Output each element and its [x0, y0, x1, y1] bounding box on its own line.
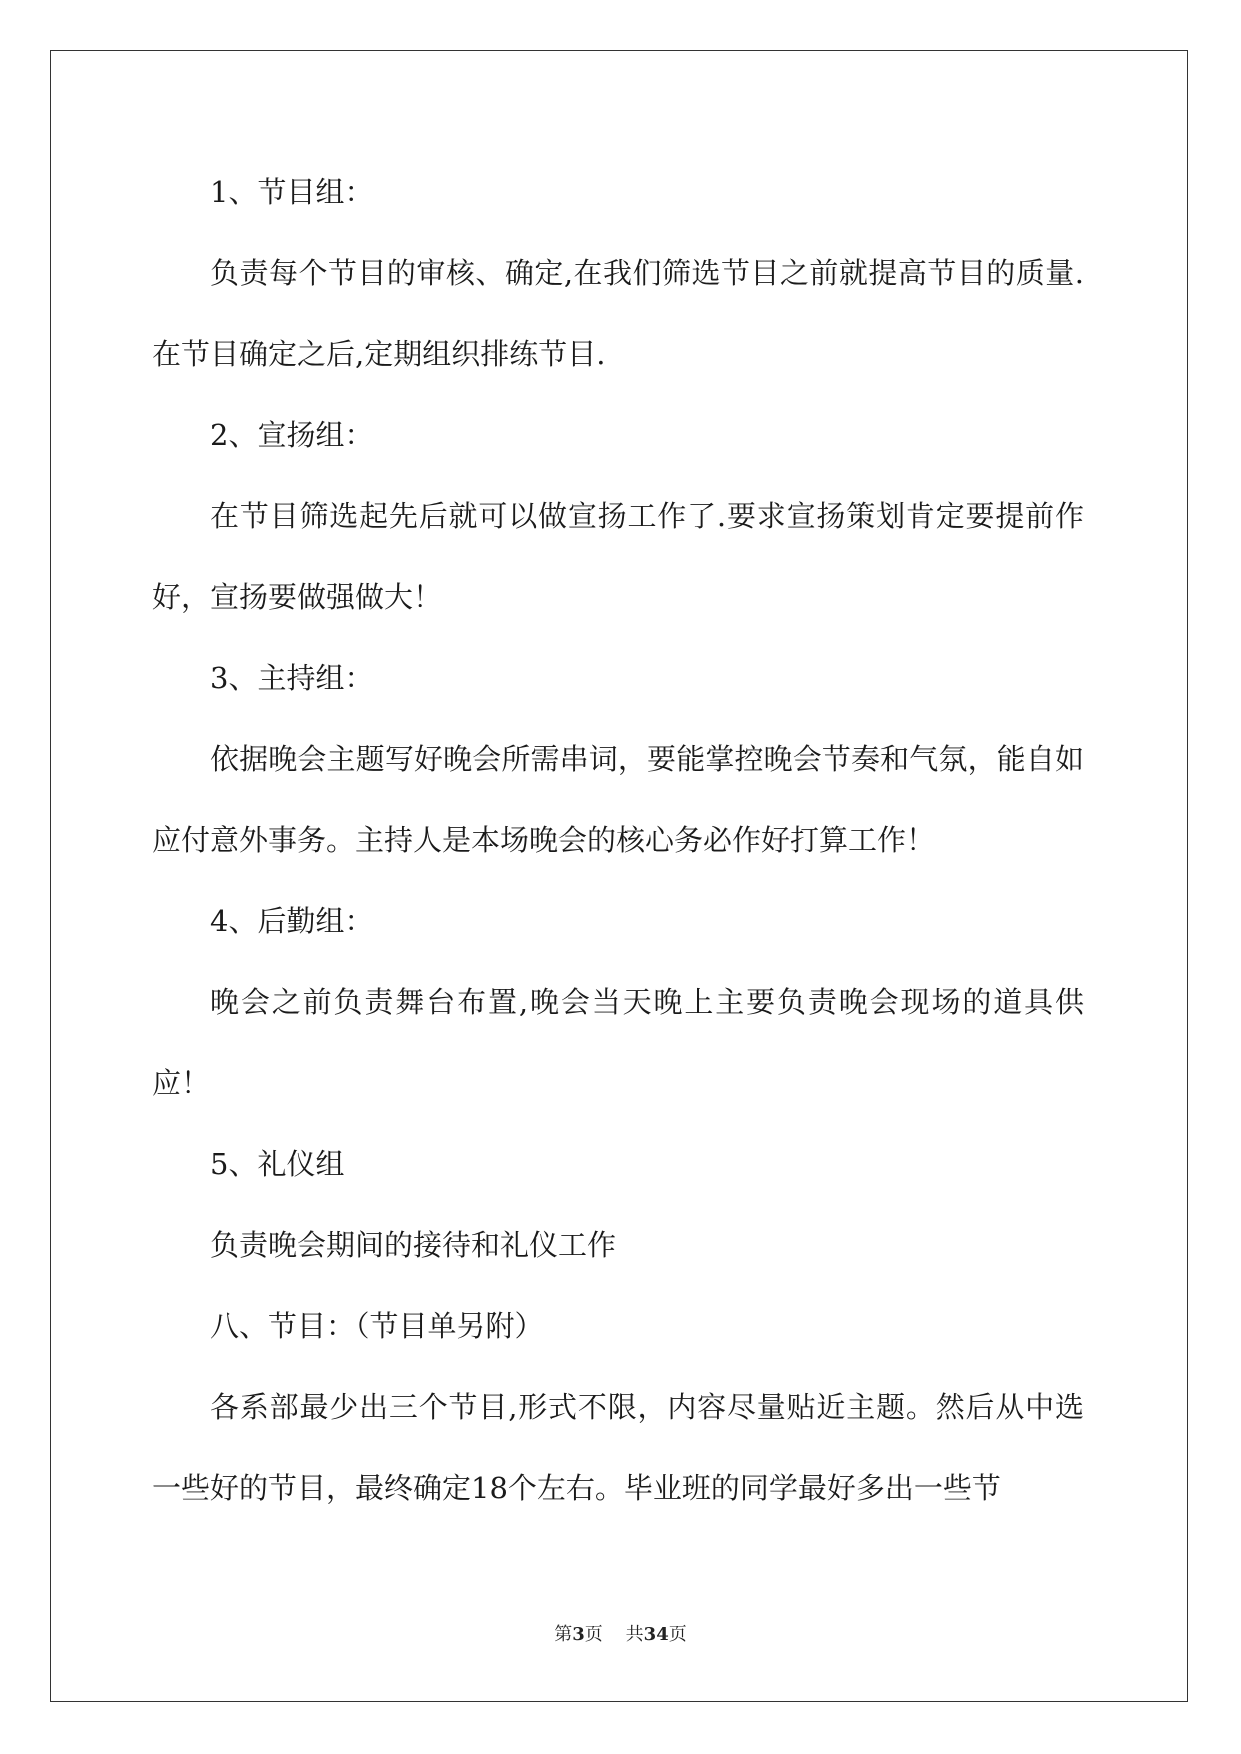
paragraph-logistics-group: 晚会之前负责舞台布置,晚会当天晚上主要负责晚会现场的道具供应！	[152, 985, 1084, 1100]
heading-host-group: 3、主持组：	[210, 661, 374, 695]
footer-page-number: 3	[572, 1624, 585, 1645]
paragraph-etiquette-group: 负责晚会期间的接待和礼仪工作	[210, 1228, 617, 1262]
heading-publicity-group: 2、宣扬组：	[210, 418, 374, 452]
paragraph-program-group: 负责每个节目的审核、确定,在我们筛选节目之前就提高节目的质量.在节目确定之后,定期组织排练节目.	[152, 256, 1084, 371]
heading-etiquette-group: 5、礼仪组	[210, 1147, 345, 1181]
footer-prefix: 第	[554, 1624, 573, 1645]
footer-suffix: 页	[668, 1624, 687, 1645]
heading-programs: 八、节目：（节目单另附）	[210, 1309, 544, 1343]
paragraph-host-group: 依据晚会主题写好晚会所需串词，要能掌控晚会节奏和气氛，能自如应付意外事务。主持人是本场晚会的核心务必作好打算工作！	[152, 742, 1084, 857]
document-body	[152, 152, 1084, 1529]
heading-logistics-group: 4、后勤组：	[210, 904, 374, 938]
footer-total-pages: 34	[643, 1624, 669, 1645]
heading-program-group: 1、节目组：	[210, 175, 374, 209]
footer-mid: 页 共	[584, 1624, 644, 1645]
paragraph-publicity-group: 在节目筛选起先后就可以做宣扬工作了.要求宣扬策划肯定要提前作好，宣扬要做强做大！	[152, 499, 1084, 614]
paragraph-programs: 各系部最少出三个节目,形式不限，内容尽量贴近主题。然后从中选一些好的节目，最终确定18个左右。毕业班的同学最好多出一些节	[152, 1390, 1084, 1505]
page-footer	[0, 1620, 1241, 1646]
